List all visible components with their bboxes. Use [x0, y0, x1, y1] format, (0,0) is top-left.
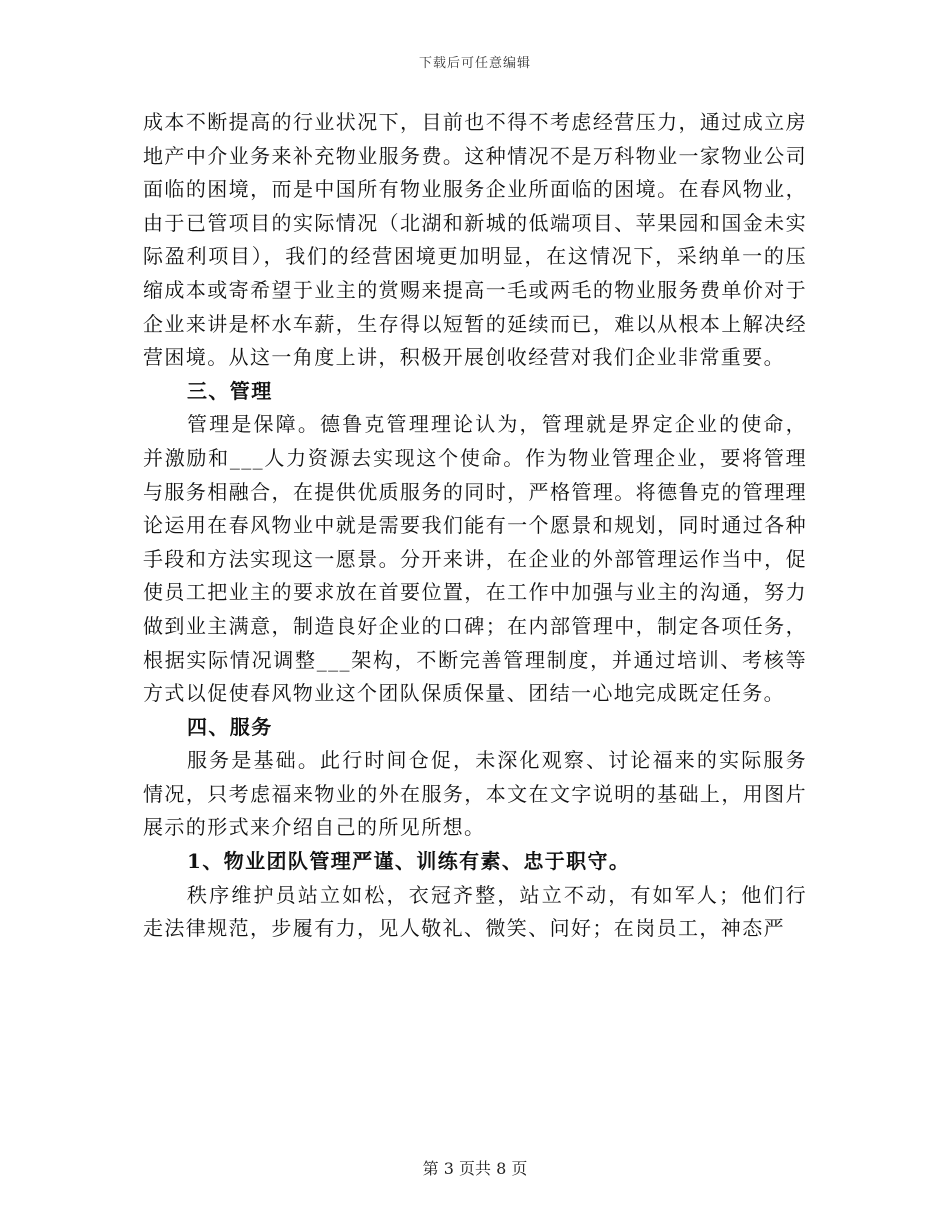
section-heading-management: 三、管理 [187, 378, 273, 403]
paragraph-1: 成本不断提高的行业状况下，目前也不得不考虑经营压力，通过成立房地产中介业务来补充物业服务费。这种情况不是万科物业一家物业公司面临的困境，而是中国所有物业服务企业所面临的困境。在春风物业，由于已管项目的实际情况（北湖和新城的低端项目、苹果园和国金未实际盈利项目），我们的经营困境更加明显，在这情况下，采纳单一的压缩成本或寄希望于业主的赏赐来提高一毛或两毛的物业服务费单价对于企业来讲是杯水车薪，生存得以短暂的延续而已，难以从根本上解决经营困境。从这一角度上讲，积极开展创收经营对我们企业非常重要。 [143, 110, 807, 370]
paragraph-3: 服务是基础。此行时间仓促，未深化观察、讨论福来的实际服务情况，只考虑福来物业的外在服务，本文在文字说明的基础上，用图片展示的形式来介绍自己的所见所想。 [143, 748, 807, 840]
document-body [143, 106, 807, 946]
page-header-note: 下载后可任意编辑 [418, 56, 531, 71]
section-heading-service: 四、服务 [187, 714, 273, 739]
paragraph-2: 管理是保障。德鲁克管理理论认为，管理就是界定企业的使命，并激励和___人力资源去实现这个使命。作为物业管理企业，要将管理与服务相融合，在提供优质服务的同时，严格管理。将德鲁克的管理理论运用在春风物业中就是需要我们能有一个愿景和规划，同时通过各种手段和方法实现这一愿景。分开来讲，在企业的外部管理运作当中，促使员工把业主的要求放在首要位置，在工作中加强与业主的沟通，努力做到业主满意，制造良好企业的口碑；在内部管理中，制定各项任务，根据实际情况调整___架构，不断完善管理制度，并通过培训、考核等方式以促使春风物业这个团队保质保量、团结一心地完成既定任务。 [143, 412, 807, 706]
page-footer-number: 第 3 页共 8 页 [422, 1159, 528, 1178]
paragraph-4: 秩序维护员站立如松，衣冠齐整，站立不动，有如军人；他们行走法律规范，步履有力，见人敬礼、微笑、问好；在岗员工，神态严 [143, 882, 807, 941]
subheading-1: 1、物业团队管理严谨、训练有素、忠于职守。 [187, 849, 631, 874]
